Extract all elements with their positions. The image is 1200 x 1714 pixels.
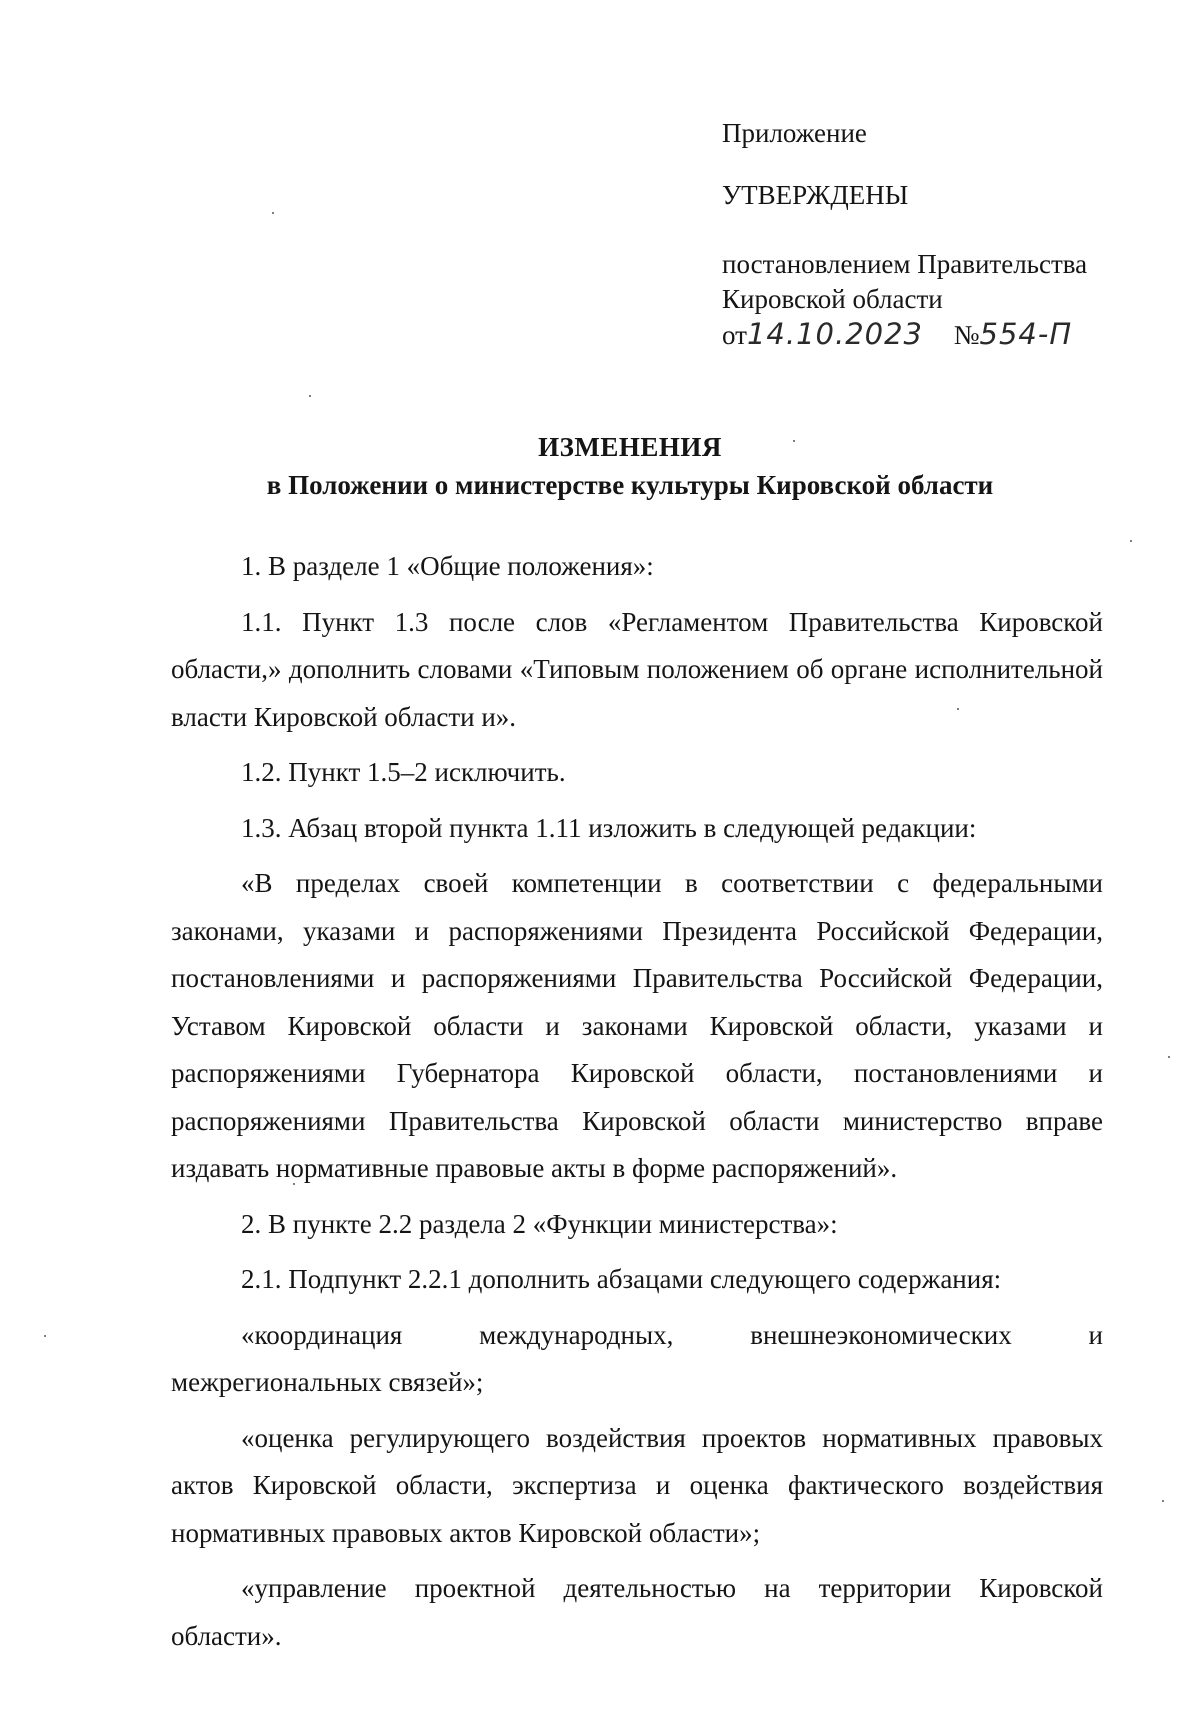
paragraph: 1.2. Пункт 1.5–2 исключить. bbox=[241, 757, 566, 787]
handwritten-number: 554-П bbox=[979, 317, 1073, 351]
scan-speck bbox=[1130, 540, 1132, 542]
paragraph: 2. В пункте 2.2 раздела 2 «Функции министерства»: bbox=[241, 1208, 838, 1239]
decree-line-1: постановлением Правительства bbox=[722, 249, 1088, 279]
approval-stamp-block bbox=[722, 116, 1142, 353]
scan-speck bbox=[44, 1335, 46, 1337]
paragraph: 1.1. Пункт 1.3 после слов «Регламентом Правительства Кировской области,» дополнить словами «Типовым положением об органе исполнительной власти Кировской области и». bbox=[171, 606, 1103, 732]
paragraph: 2.1. Подпункт 2.2.1 дополнить абзацами следующего содержания: bbox=[241, 1264, 1002, 1294]
paragraph: 1.3. Абзац второй пункта 1.11 изложить в следующей редакции: bbox=[241, 812, 977, 843]
paragraph: 1. В разделе 1 «Общие положения»: bbox=[241, 551, 654, 581]
handwritten-date: 14.10.2023 bbox=[746, 317, 923, 351]
appendix-label: Приложение bbox=[722, 118, 867, 148]
scan-speck bbox=[272, 212, 274, 214]
paragraph: «управление проектной деятельностью на территории Кировской области». bbox=[171, 1573, 1103, 1651]
scan-speck bbox=[309, 395, 311, 397]
title-heading: ИЗМЕНЕНИЯ bbox=[538, 432, 722, 462]
date-prefix: от bbox=[722, 320, 747, 350]
paragraph: «В пределах своей компетенции в соответствии с федеральными законами, указами и распоряжениями Президента Российской Федерации, постановлениями и распоряжениями Правительства Российской Федерации, Уставом Кировской области и законами Кировской области, указами и распоряжениями Губернатора Кировской области, постановлениями и распоряжениями Правительства Кировской области министерство вправе издавать нормативные правовые акты в форме распоряжений». bbox=[171, 868, 1103, 1183]
document-body bbox=[171, 543, 1103, 1668]
title-subheading: в Положении о министерстве культуры Кировской области bbox=[266, 470, 994, 500]
approved-label: УТВЕРЖДЕНЫ bbox=[722, 180, 909, 210]
number-label: № bbox=[953, 320, 980, 350]
scan-speck bbox=[1168, 1056, 1170, 1058]
document-title bbox=[0, 428, 1200, 504]
decree-date-number-line bbox=[722, 317, 1142, 353]
paragraph: «оценка регулирующего воздействия проектов нормативных правовых актов Кировской области, экспертиза и оценка фактического воздействия нормативных правовых актов Кировской области»; bbox=[171, 1422, 1103, 1548]
scan-speck bbox=[1162, 1500, 1164, 1502]
decree-line-2: Кировской области bbox=[722, 284, 943, 314]
paragraph: «координация международных, внешнеэкономических и межрегиональных связей»; bbox=[171, 1319, 1103, 1397]
